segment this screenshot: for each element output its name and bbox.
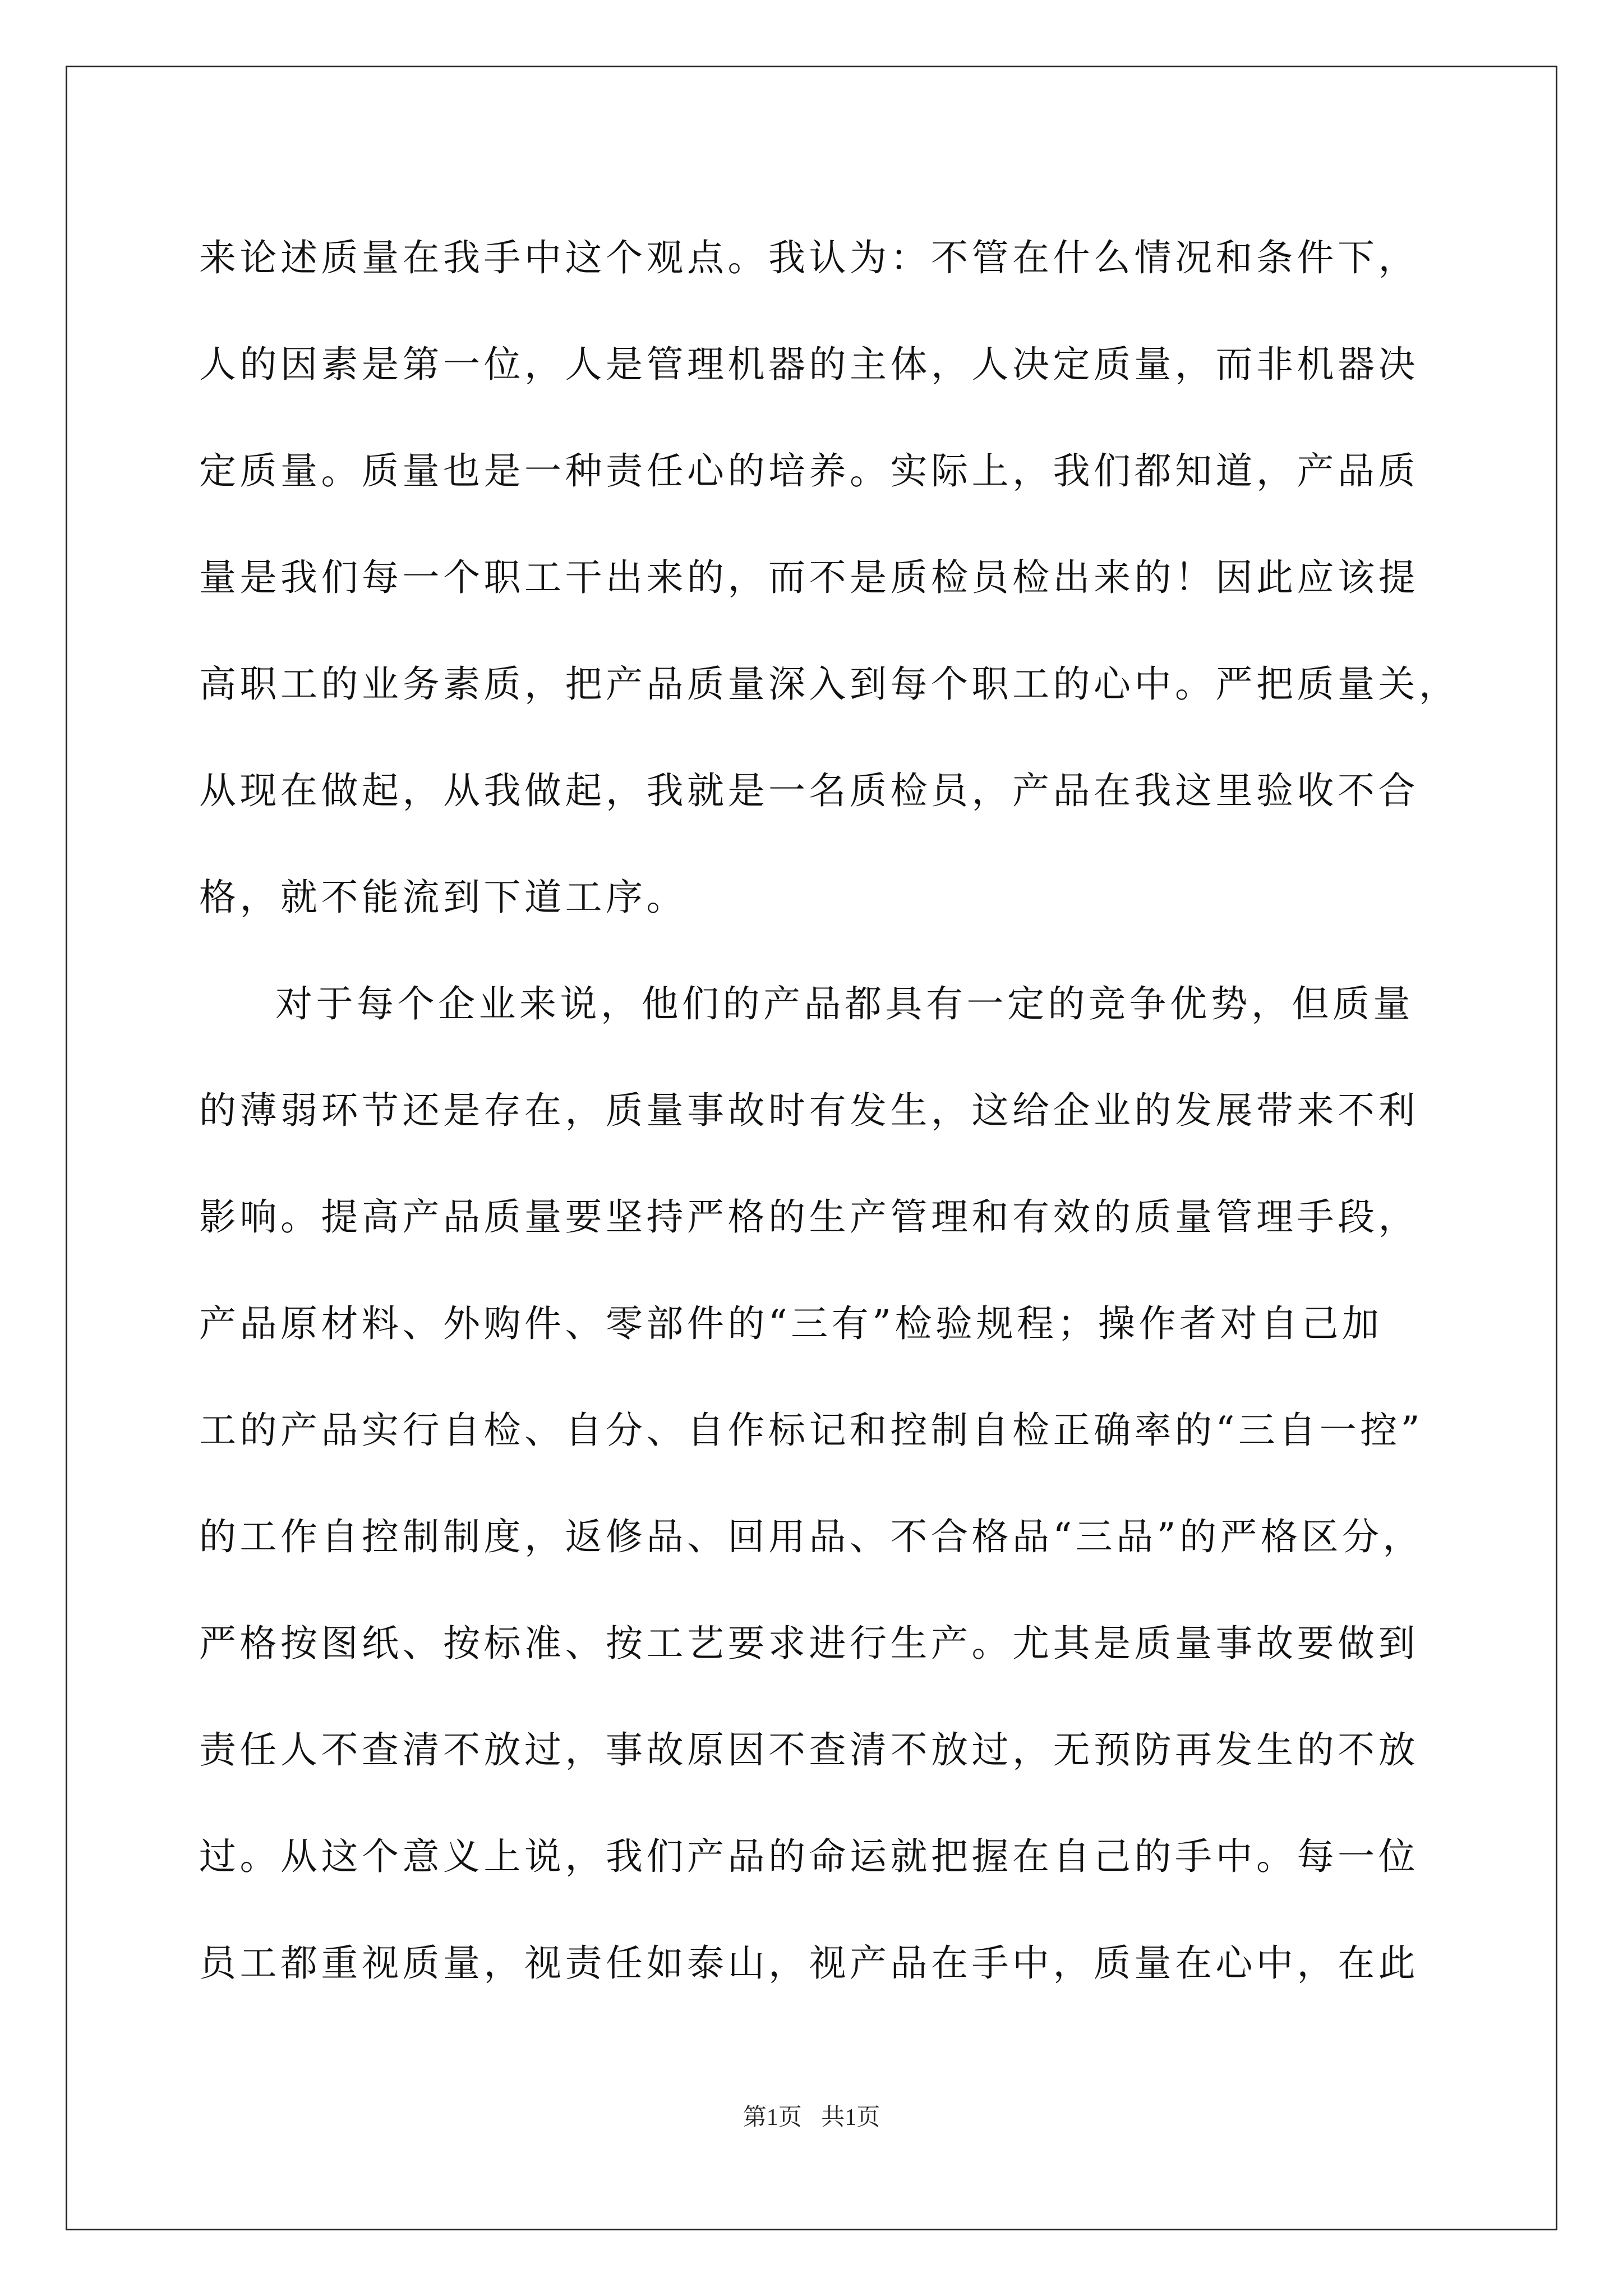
paragraph-line: 格，就不能流到下道工序。 xyxy=(199,876,687,919)
paragraph-line: 产品原材料、外购件、零部件的“三有”检验规程；操作者对自己加 xyxy=(199,1302,1383,1345)
paragraph-line: 责任人不查清不放过，事故原因不查清不放过，无预防再发生的不放 xyxy=(199,1728,1419,1772)
paragraph-line: 高职工的业务素质，把产品质量深入到每个职工的心中。严把质量关， xyxy=(199,662,1460,706)
paragraph-line: 从现在做起，从我做起，我就是一名质检员，产品在我这里验收不合 xyxy=(199,769,1419,812)
paragraph-line: 的薄弱环节还是存在，质量事故时有发生，这给企业的发展带来不利 xyxy=(199,1089,1419,1132)
paragraph-line: 的工作自控制制度，返修品、回用品、不合格品“三品”的严格区分， xyxy=(199,1515,1423,1558)
paragraph-line: 定质量。质量也是一种责任心的培养。实际上，我们都知道，产品质 xyxy=(199,449,1419,493)
paragraph-line: 工的产品实行自检、自分、自作标记和控制自检正确率的“三自一控” xyxy=(199,1409,1423,1452)
paragraph-line: 员工都重视质量，视责任如泰山，视产品在手中，质量在心中，在此 xyxy=(199,1941,1419,1985)
paragraph-line: 来论述质量在我手中这个观点。我认为：不管在什么情况和条件下， xyxy=(199,236,1419,279)
paragraph-first-line: 对于每个企业来说，他们的产品都具有一定的竞争优势，但质量 xyxy=(275,982,1414,1025)
page-footer xyxy=(0,2101,1623,2134)
page-number-current: 第1页 xyxy=(743,2105,802,2131)
paragraph-line: 影响。提高产品质量要坚持严格的生产管理和有效的质量管理手段， xyxy=(199,1195,1419,1239)
document-body xyxy=(199,205,1460,2017)
paragraph-line: 量是我们每一个职工干出来的，而不是质检员检出来的！因此应该提 xyxy=(199,556,1419,599)
paragraph-line: 过。从这个意义上说，我们产品的命运就把握在自己的手中。每一位 xyxy=(199,1835,1419,1878)
page-number-total: 共1页 xyxy=(821,2105,880,2131)
paragraph-line: 严格按图纸、按标准、按工艺要求进行生产。尤其是质量事故要做到 xyxy=(199,1622,1419,1665)
paragraph-line: 人的因素是第一位，人是管理机器的主体，人决定质量，而非机器决 xyxy=(199,343,1419,386)
